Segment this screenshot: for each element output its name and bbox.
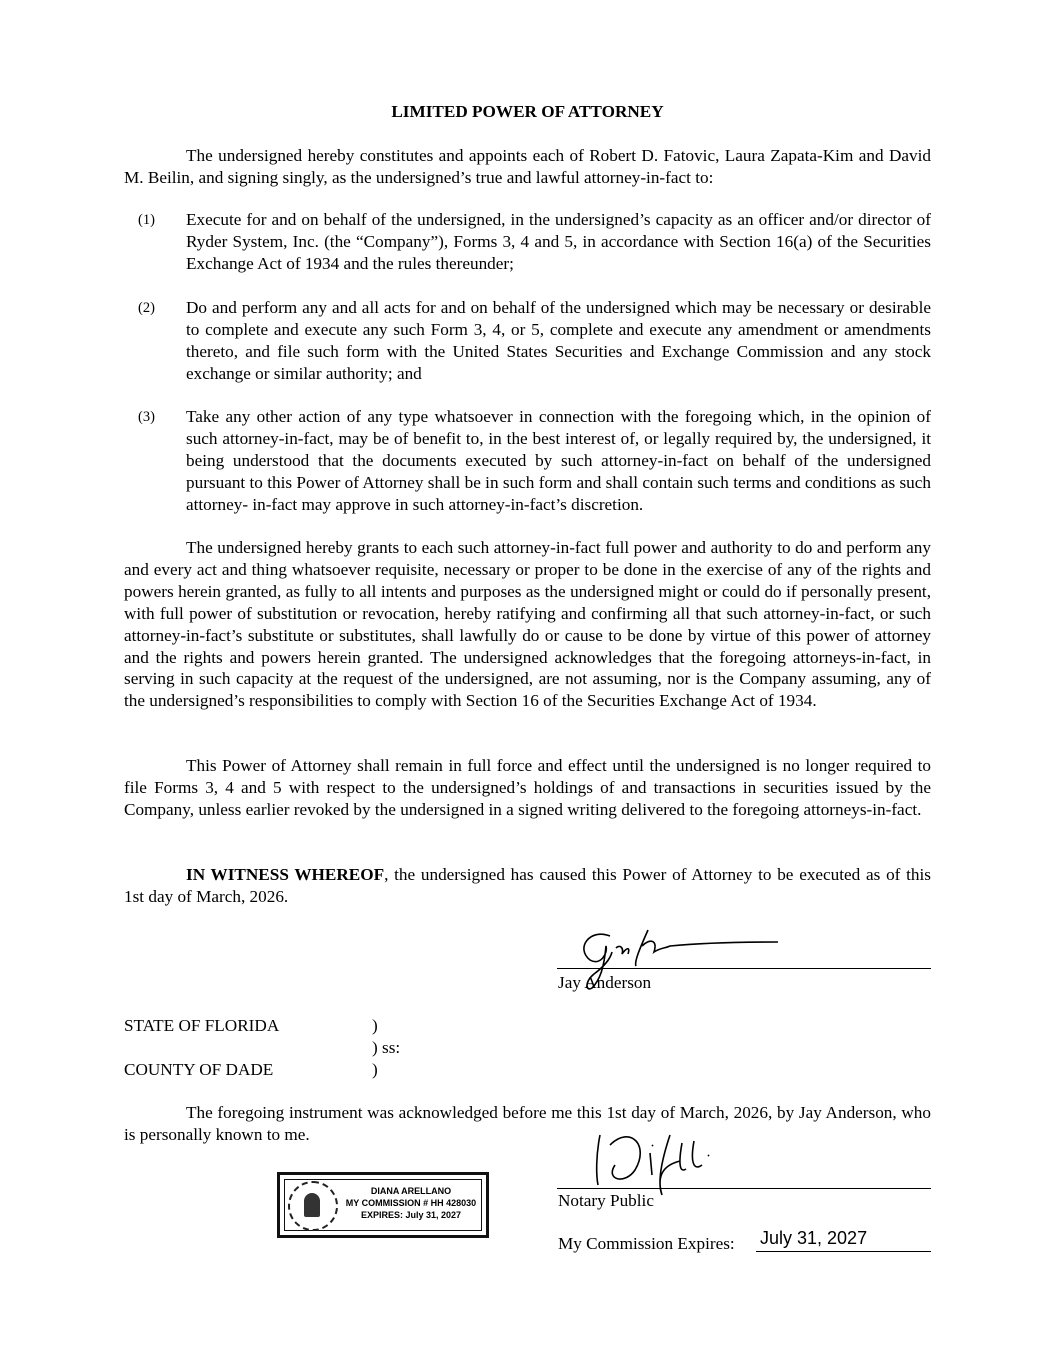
- signer-name: Jay Anderson: [558, 973, 652, 992]
- notary-signature-line: [557, 1188, 931, 1189]
- item-text: Execute for and on behalf of the undersigned, in the undersigned’s capacity as an officer and/or director of Ryder System, Inc. (the “Company”), Forms 3, 4 and 5, in accordance with Section 16(a) of the Securities Exchange Act of 1934 and the rules thereunder;: [186, 210, 931, 273]
- venue-county: COUNTY OF DADE: [124, 1060, 274, 1079]
- commission-label: My Commission Expires:: [558, 1234, 735, 1253]
- item-number: (3): [138, 409, 155, 425]
- notary-stamp: [277, 1172, 489, 1238]
- witness-text: , the undersigned has caused this Power of Attorney to be executed as of this 1st day of March, 2026.: [124, 865, 931, 906]
- witness-paragraph: [124, 864, 931, 908]
- signer-signature-line: [557, 968, 931, 969]
- intro-paragraph: The undersigned hereby constitutes and appoints each of Robert D. Fatovic, Laura Zapata-Kim and David M. Beilin, and signing singly, as the undersigned’s true and lawful attorney-in-fact to:: [124, 146, 931, 187]
- item-number: (1): [138, 212, 155, 228]
- venue-state: STATE OF FLORIDA: [124, 1016, 280, 1035]
- venue-ss: ) ss:: [372, 1038, 401, 1057]
- list-item: [124, 209, 931, 275]
- commission-value: July 31, 2027: [760, 1228, 868, 1248]
- item-number: (2): [138, 300, 155, 316]
- notary-label: Notary Public: [558, 1191, 654, 1210]
- document-title: LIMITED POWER OF ATTORNEY: [391, 102, 664, 121]
- item-text: Take any other action of any type whatsoever in connection with the foregoing which, in the opinion of such attorney-in-fact, may be of benefit to, in the best interest of, or legally required by, the undersigned, it being understood that the documents executed by such attorney-in-fact on behalf of the undersigned pursuant to this Power of Attorney shall be in such form and shall contain such terms and conditions as such attorney- in-fact may approve in such attorney-in-fact’s discretion.: [186, 407, 931, 514]
- duration-paragraph: This Power of Attorney shall remain in full force and effect until the undersigned is no longer required to file Forms 3, 4 and 5 with respect to the undersigned’s holdings of and transactions in securities issued by the Company, unless earlier revoked by the undersigned in a signed writing delivered to the foregoing attorneys-in-fact.: [124, 756, 931, 819]
- venue-paren: ): [372, 1016, 378, 1035]
- item-text: Do and perform any and all acts for and on behalf of the undersigned which may be necessary or desirable to complete and execute any such Form 3, 4, or 5, complete and execute any amendment or amendments thereto, and file such form with the United States Securities and Exchange Commission and any stock exchange or similar authority; and: [186, 298, 931, 383]
- list-item: [124, 297, 931, 385]
- acknowledgment-paragraph: The foregoing instrument was acknowledged before me this 1st day of March, 2026, by Jay Anderson, who is personally known to me.: [124, 1103, 931, 1144]
- venue-paren: ): [372, 1060, 378, 1079]
- grant-paragraph: The undersigned hereby grants to each such attorney-in-fact full power and authority to do and perform any and every act and thing whatsoever requisite, necessary or proper to be done in the exercise of any of the rights and powers herein granted, as fully to all intents and purposes as the undersigned might or could do if personally present, with full power of substitution or revocation, hereby ratifying and confirming all that such attorney-in-fact, or such attorney-in-fact’s substitute or substitutes, shall lawfully do or cause to be done by virtue of this power of attorney and the rights and powers herein granted. The undersigned acknowledges that the foregoing attorneys-in-fact, in serving in such capacity at the request of the undersigned, are not assuming, nor is the Company assuming, any of the undersigned’s responsibilities to comply with Section 16 of the Securities Exchange Act of 1934.: [124, 538, 931, 711]
- stamp-expires: EXPIRES: July 31, 2027: [360, 1210, 462, 1220]
- commission-line: [756, 1251, 931, 1252]
- list-item: [124, 406, 931, 516]
- stamp-name: DIANA ARELLANO: [370, 1186, 452, 1196]
- notary-seal-icon: [288, 1181, 338, 1231]
- stamp-commission: MY COMMISSION # HH 428030: [345, 1198, 477, 1208]
- witness-bold: IN WITNESS WHEREOF: [186, 865, 385, 884]
